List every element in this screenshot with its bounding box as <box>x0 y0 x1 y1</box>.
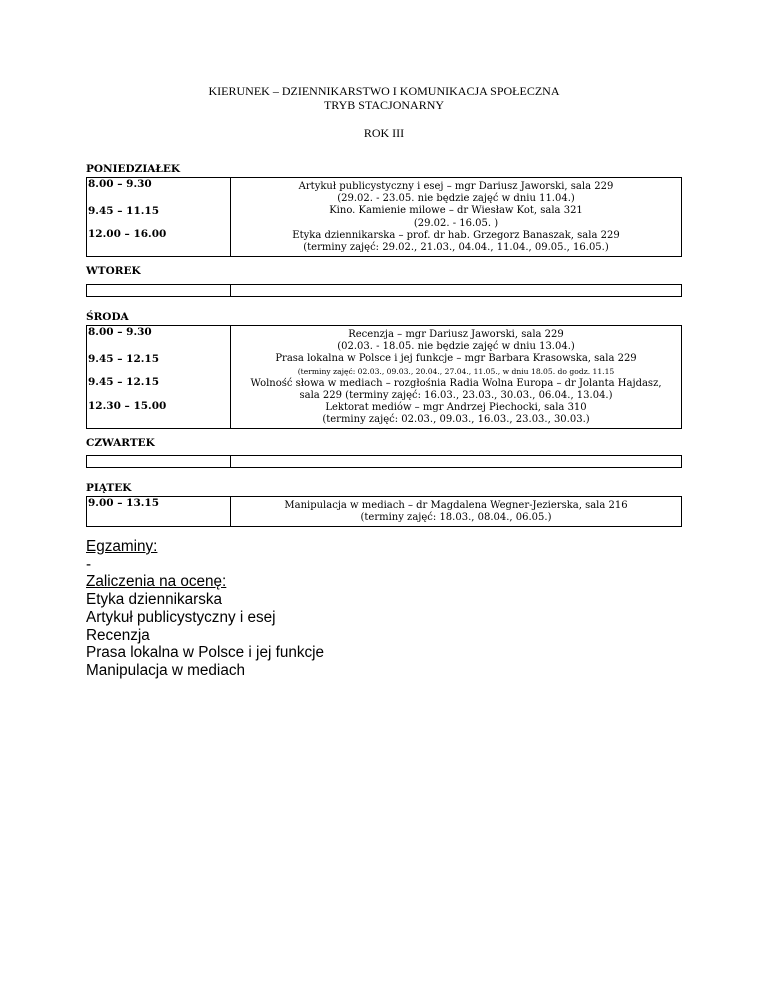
class-line: (29.02. - 16.05. ) <box>413 217 499 229</box>
classes-column <box>231 326 682 429</box>
exams-heading: Egzaminy: <box>86 538 158 555</box>
time-column <box>87 326 231 429</box>
time-column <box>87 178 231 257</box>
class-line: Manipulacja w mediach – dr Magdalena Wegner-Jezierska, sala 216 <box>284 500 628 511</box>
study-year: ROK III <box>363 126 405 140</box>
class-line: Recenzja – mgr Dariusz Jaworski, sala 229 <box>348 329 564 340</box>
class-line: (29.02. - 23.05. nie będzie zajęć w dniu 11.04.) <box>337 193 575 205</box>
class-line: (terminy zajęć: 29.02., 21.03., 04.04., 11.04., 09.05., 16.05.) <box>303 242 609 254</box>
exams-dash: - <box>86 555 92 573</box>
time-column <box>87 497 231 527</box>
class-line: Etyka dziennikarska – prof. dr hab. Grzegorz Banaszak, sala 229 <box>292 229 620 241</box>
classes-column <box>231 285 682 297</box>
day-heading-tuesday: WTOREK <box>86 265 141 277</box>
day-heading-monday: PONIEDZIAŁEK <box>86 163 180 175</box>
classes-column <box>231 178 682 257</box>
time-slot: 12.00 – 16.00 <box>88 228 167 240</box>
graded-credit-item: Prasa lokalna w Polsce i jej funkcje <box>86 644 325 662</box>
classes-column <box>231 497 682 527</box>
class-line: (02.03. - 18.05. nie będzie zajęć w dniu 13.04.) <box>337 341 575 353</box>
time-slot: 9.45 – 12.15 <box>88 376 160 388</box>
schedule-table-friday <box>86 496 682 527</box>
day-heading-friday: PIĄTEK <box>86 482 132 494</box>
exams-section <box>86 538 324 680</box>
class-line: (terminy zajęć: 18.03., 08.04., 06.05.) <box>360 512 552 524</box>
graded-credit-item: Etyka dziennikarska <box>86 591 223 609</box>
day-heading-thursday: CZWARTEK <box>86 437 155 449</box>
time-slot: 9.00 – 13.15 <box>88 497 160 509</box>
schedule-table-wednesday <box>86 325 682 429</box>
class-line: Artykuł publicystyczny i esej – mgr Dariusz Jaworski, sala 229 <box>298 181 614 192</box>
time-slot: 9.45 – 11.15 <box>88 205 160 217</box>
graded-credit-item: Manipulacja w mediach <box>86 661 245 679</box>
class-line: Kino. Kamienie milowe – dr Wiesław Kot, sala 321 <box>329 205 583 217</box>
class-line: (terminy zajęć: 02.03., 09.03., 16.03., 23.03., 30.03.) <box>322 414 590 426</box>
graded-credit-item: Artykuł publicystyczny i esej <box>86 608 276 626</box>
schedule-table-monday <box>86 177 682 257</box>
schedule-table-tuesday <box>86 284 682 297</box>
schedule-table-thursday <box>86 455 682 468</box>
program-title: KIERUNEK – DZIENNIKARSTWO I KOMUNIKACJA SPOŁECZNA <box>208 84 560 98</box>
day-heading-wednesday: ŚRODA <box>86 311 129 323</box>
graded-credits-heading: Zaliczenia na ocenę: <box>86 573 227 591</box>
class-line: sala 229 (terminy zajęć: 16.03., 23.03., 30.03., 06.04., 13.04.) <box>299 389 613 401</box>
study-mode: TRYB STACJONARNY <box>323 98 445 112</box>
graded-credit-item: Recenzja <box>86 626 150 644</box>
class-line: Wolność słowa w mediach – rozgłośnia Radia Wolna Europa – dr Jolanta Hajdasz, <box>250 377 662 389</box>
class-line: (terminy zajęć: 02.03., 09.03., 20.04., 27.04., 11.05., w dniu 18.05. do godz. 11.15 <box>297 366 615 376</box>
classes-column <box>231 456 682 468</box>
time-column <box>87 456 231 468</box>
time-slot: 12.30 – 15.00 <box>88 400 167 412</box>
class-line: Prasa lokalna w Polsce i jej funkcje – mgr Barbara Krasowska, sala 229 <box>275 353 637 365</box>
time-slot: 9.45 – 12.15 <box>88 353 160 365</box>
time-column <box>87 285 231 297</box>
time-slot: 8.00 – 9.30 <box>88 326 152 338</box>
time-slot: 8.00 – 9.30 <box>88 178 152 190</box>
class-line: Lektorat mediów – mgr Andrzej Piechocki, sala 310 <box>325 402 587 414</box>
